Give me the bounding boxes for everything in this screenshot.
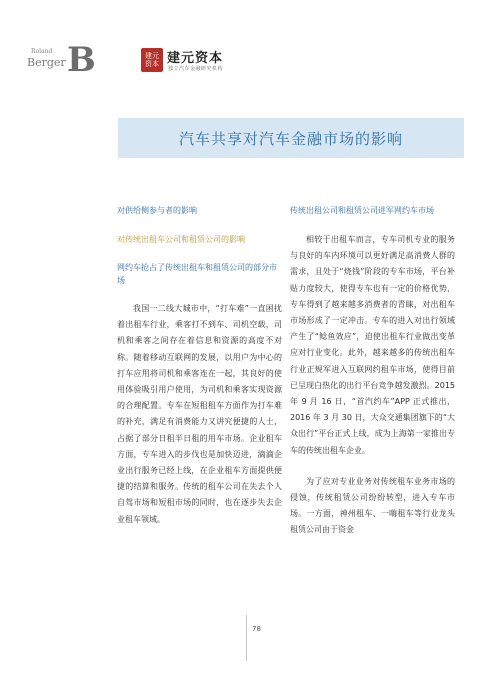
topic-heading: 网约车抢占了传统出租车和租赁公司的部分市场 xyxy=(117,263,277,285)
page-header xyxy=(0,0,498,110)
left-column xyxy=(117,205,282,543)
right-column xyxy=(290,205,455,554)
body-paragraph: 我国一二线大城市中，“打车难”一直困扰着出租车行业，乘客打不到车、司机空载，司机和乘客之间存在着信息和资源的高度不对称。随着移动互联网的发展，以用户为中心的打车应用将司机和乘客连在一起，其良好的使用体验吸引用户使用，为司机和乘客实现资源的合理配置。专车在短租租车方面作为打车难的补充，满足有消费能力又讲究便捷的人士，占据了部分日租半日租的用车市场。企业租车方面，专车进入的步伐也是加快迈进，滴滴企业出行服务已经上线，在企业租车方面提供便捷的结算和服务。传统的租车公司在失去个人自驾市场和短租市场的同时，也在逐步失去企业租车领域。 xyxy=(117,304,282,524)
title-banner xyxy=(118,118,464,158)
brand-seal: 建元资本 xyxy=(141,48,163,72)
footer-divider xyxy=(246,615,247,661)
body-paragraph: 相较于出租车而言，专车司机专业的服务与良好的车内环境可以更好满足高消费人群的需求，且处于“烧钱”阶段的专车市场，平台补贴力度较大，使得专车也有一定的价格优势，专车得到了越来越多消费者的青睐，对出租车市场形成了一定冲击。专车的进入对出行领域产生了“鲶鱼效应”，迫使出租车行业做出变革应对行业变化。此外，越来越多的传统出租车行业正规军进入互联网约租车市场，使得目前已呈现白热化的出行平台竞争越发激烈。2015 年 9 月 16 日，“首汽约车”APP 正式推出，2016 年 3 月 30 日，大众交通集团旗下的“大众出行”平台正式上线，成为上海第一家推出专车的传统出租车企业。 xyxy=(290,235,455,455)
brand-title: 建元资本 xyxy=(167,51,224,66)
roland-berger-logo xyxy=(27,42,97,82)
logo-small-text: Roland xyxy=(31,48,53,55)
body-paragraph: 为了应对专业业务对传统租车业务市场的侵蚀，传统租赁公司纷纷转型，进入专车市场。一方面，神州租车、一嗨租车等行业龙头租赁公司由于资金 xyxy=(290,476,455,535)
logo-name-text: Berger xyxy=(27,56,66,69)
page-number: 78 xyxy=(252,625,261,633)
page-title: 汽车共享对汽车金融市场的影响 xyxy=(178,129,403,148)
section-heading: 对供给侧参与者的影响 xyxy=(117,206,197,215)
logo-letter: B xyxy=(67,40,96,80)
sub-heading: 对传统出租车公司和租赁公司的影响 xyxy=(117,235,245,244)
section-heading: 传统出租公司和租赁公司进军网约车市场 xyxy=(290,206,434,215)
brand-subtitle: 独立汽车金融研究机构 xyxy=(168,66,224,72)
